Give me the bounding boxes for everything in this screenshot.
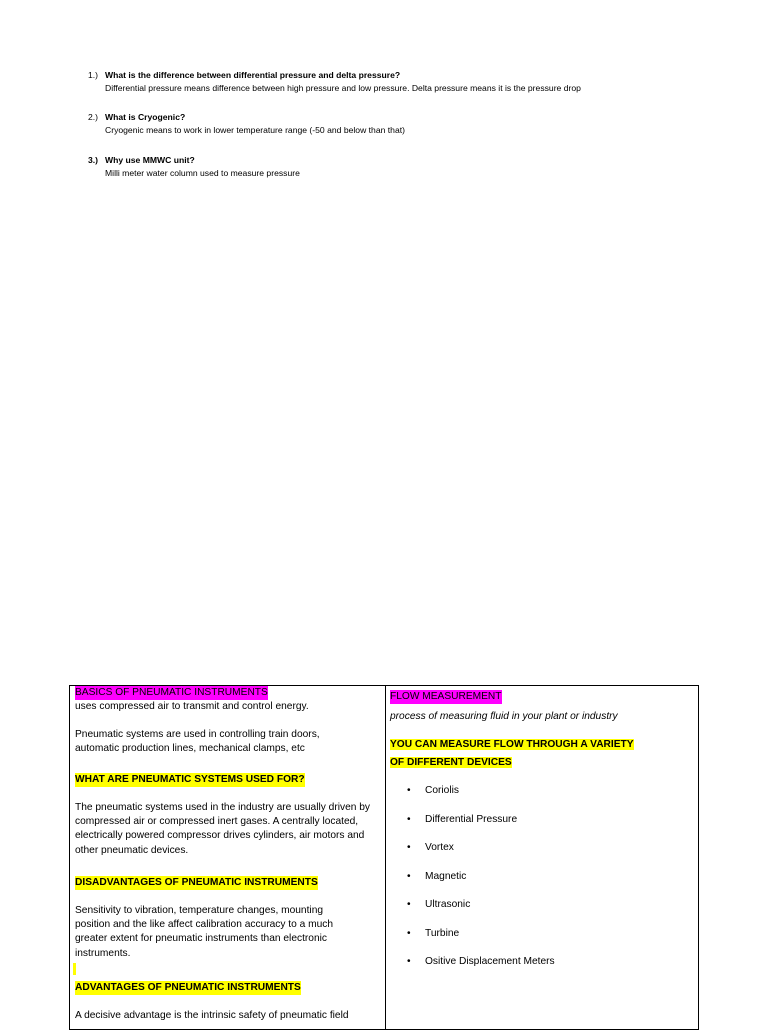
qa-question: Why use MMWC unit? xyxy=(105,155,195,165)
list-item xyxy=(390,955,690,984)
qa-number: 1.) xyxy=(88,70,99,80)
devices-list xyxy=(390,784,690,984)
qa-question: What is Cryogenic? xyxy=(105,112,186,122)
qa-number: 2.) xyxy=(88,112,99,122)
qa-answer: Cryogenic means to work in lower temperature range (-50 and below than that) xyxy=(105,125,405,135)
section1-heading: WHAT ARE PNEUMATIC SYSTEMS USED FOR? xyxy=(75,773,305,787)
list-item xyxy=(390,784,690,813)
bullet-icon: • xyxy=(407,785,411,796)
uses-text: Pneumatic systems are used in controlling train doors, automatic production lines, mechanical clamps, etc xyxy=(75,729,320,755)
bullet-icon: • xyxy=(407,813,411,825)
bullet-icon: • xyxy=(407,899,411,910)
list-item xyxy=(390,870,690,899)
device-name: Coriolis xyxy=(425,785,459,796)
section1-text: The pneumatic systems used in the industry are usually driven by compressed air or compressed inert gases. A centrally located, electrically powered compressor drives cylinders, air motors and other pneumatic devices. xyxy=(75,802,371,856)
device-name: Ositive Displacement Meters xyxy=(425,956,555,967)
flow-heading: FLOW MEASUREMENT xyxy=(390,690,502,704)
section3-text: A decisive advantage is the intrinsic safety of pneumatic field xyxy=(75,1010,349,1021)
basics-intro: uses compressed air to transmit and control energy. xyxy=(75,701,309,712)
list-item xyxy=(390,898,690,927)
device-name: Turbine xyxy=(425,927,460,939)
device-name: Vortex xyxy=(425,842,454,853)
list-item xyxy=(390,813,690,842)
qa-number: 3.) xyxy=(88,155,99,165)
qa-answer: Milli meter water column used to measure pressure xyxy=(105,168,300,178)
info-table xyxy=(69,685,699,1030)
column-divider xyxy=(385,686,386,1029)
device-name: Differential Pressure xyxy=(425,813,518,825)
section2-heading: DISADVANTAGES OF PNEUMATIC INSTRUMENTS xyxy=(75,876,318,890)
bullet-icon: • xyxy=(407,870,411,882)
bullet-icon: • xyxy=(407,927,411,939)
text-cursor-mark xyxy=(73,963,76,975)
section2-text: Sensitivity to vibration, temperature changes, mounting position and the like affect calibration accuracy to a much greater extent for pneumatic instruments than electronic instruments. xyxy=(75,905,334,959)
section3-heading: ADVANTAGES OF PNEUMATIC INSTRUMENTS xyxy=(75,981,301,995)
bullet-icon: • xyxy=(407,956,411,967)
basics-heading: BASICS OF PNEUMATIC INSTRUMENTS xyxy=(75,686,268,700)
device-name: Ultrasonic xyxy=(425,899,471,910)
flow-subtitle: process of measuring fluid in your plant or industry xyxy=(390,711,618,722)
devices-heading: YOU CAN MEASURE FLOW THROUGH A VARIETY OF DIFFERENT DEVICES xyxy=(390,739,634,768)
qa-question: What is the difference between differential pressure and delta pressure? xyxy=(105,70,401,80)
device-name: Magnetic xyxy=(425,870,467,882)
list-item xyxy=(390,927,690,956)
qa-answer: Differential pressure means difference between high pressure and low pressure. Delta pressure means it is the pressure drop xyxy=(105,83,581,93)
list-item xyxy=(390,841,690,870)
bullet-icon: • xyxy=(407,842,411,853)
